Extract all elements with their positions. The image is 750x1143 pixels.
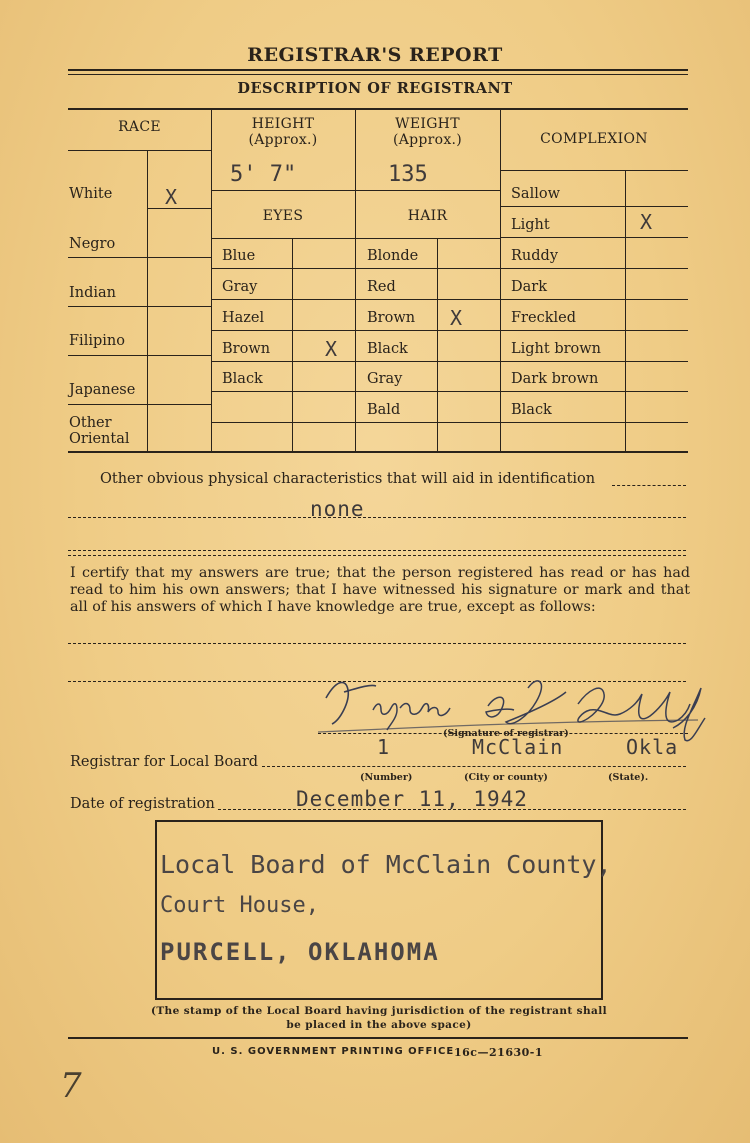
height-header: HEIGHT <box>251 116 315 132</box>
complexion-dark-brown: Dark brown <box>511 371 599 387</box>
hair-header: HAIR <box>407 208 448 224</box>
eyes-black: Black <box>222 371 263 387</box>
signature-caption: (Signature of registrar) <box>443 728 569 739</box>
eyes-header: EYES <box>262 208 304 224</box>
eyes-gray: Gray <box>222 279 258 295</box>
number-caption: (Number) <box>360 772 413 783</box>
state-caption: (State). <box>608 772 649 783</box>
characteristics-line-2b <box>68 555 686 556</box>
weight-value: 135 <box>388 162 428 187</box>
complexion-light: Light <box>511 217 550 233</box>
eyes-brown: Brown <box>222 341 271 357</box>
registrar-number: 1 <box>377 735 391 759</box>
complexion-sallow: Sallow <box>511 186 560 202</box>
complexion-dark: Dark <box>511 279 547 295</box>
race-negro: Negro <box>69 236 116 252</box>
footer-rule <box>68 1037 688 1039</box>
section-subtitle: DESCRIPTION OF REGISTRANT <box>237 80 513 97</box>
race-oriental: Oriental <box>69 431 130 447</box>
height-value: 5' 7" <box>230 162 297 187</box>
hair-black: Black <box>367 341 408 357</box>
weight-approx: (Approx.) <box>392 132 463 148</box>
registrar-state: Okla <box>626 735 679 759</box>
characteristics-line-1 <box>68 517 686 518</box>
stamp-line-2: Court House, <box>160 893 319 918</box>
other-characteristics-label: Other obvious physical characteristics that will aid in identification <box>100 471 596 487</box>
complexion-header: COMPLEXION <box>540 131 648 147</box>
hair-blonde: Blonde <box>367 248 419 264</box>
title-rule <box>68 69 688 71</box>
stamp-line-1: Local Board of McClain County, <box>160 850 612 879</box>
city-caption: (City or county) <box>464 772 548 783</box>
page-number-mark: 7 <box>60 1066 82 1106</box>
hair-red: Red <box>367 279 396 295</box>
hair-mark: X <box>450 306 463 330</box>
eyes-mark: X <box>325 337 338 361</box>
hair-bald: Bald <box>367 402 401 418</box>
complexion-mark: X <box>640 210 653 234</box>
date-label: Date of registration <box>70 796 215 812</box>
other-characteristics-leader <box>612 485 686 486</box>
race-other: Other <box>69 415 112 431</box>
race-japanese: Japanese <box>69 382 136 398</box>
weight-header: WEIGHT <box>395 116 460 132</box>
registrar-line <box>262 766 686 767</box>
stamp-caption: (The stamp of the Local Board having jurisdiction of the registrant shall be placed in the above space) <box>150 1005 608 1031</box>
page-title: REGISTRAR'S REPORT <box>247 44 503 66</box>
date-value: December 11, 1942 <box>296 787 528 811</box>
complexion-light-brown: Light brown <box>511 341 602 357</box>
race-mark: X <box>165 185 178 209</box>
form-number: 16c—21630-1 <box>454 1046 543 1059</box>
complexion-freckled: Freckled <box>511 310 576 326</box>
certification-text: I certify that my answers are true; that the person registered has read or has had read to him his own answers; that I have witnessed his signature or mark and that all of his answers of which I have knowledge are true, except as follows: <box>70 565 690 615</box>
registrar-label: Registrar for Local Board <box>70 754 259 770</box>
eyes-blue: Blue <box>222 248 256 264</box>
complexion-black: Black <box>511 402 552 418</box>
title-rule-thin <box>68 74 688 75</box>
characteristics-line-2 <box>68 550 686 551</box>
exceptions-line-1 <box>68 643 686 644</box>
printer-name: U. S. GOVERNMENT PRINTING OFFICE <box>212 1046 455 1057</box>
stamp-line-3: PURCELL, OKLAHOMA <box>160 938 440 966</box>
race-indian: Indian <box>69 285 116 301</box>
race-filipino: Filipino <box>69 333 125 349</box>
hair-brown: Brown <box>367 310 416 326</box>
complexion-ruddy: Ruddy <box>511 248 559 264</box>
other-characteristics-value: none <box>310 497 365 521</box>
race-white: White <box>69 186 113 202</box>
height-approx: (Approx.) <box>248 132 318 148</box>
eyes-hazel: Hazel <box>222 310 265 326</box>
race-header: RACE <box>118 119 161 135</box>
hair-gray: Gray <box>367 371 403 387</box>
registrar-city: McClain <box>472 735 564 759</box>
